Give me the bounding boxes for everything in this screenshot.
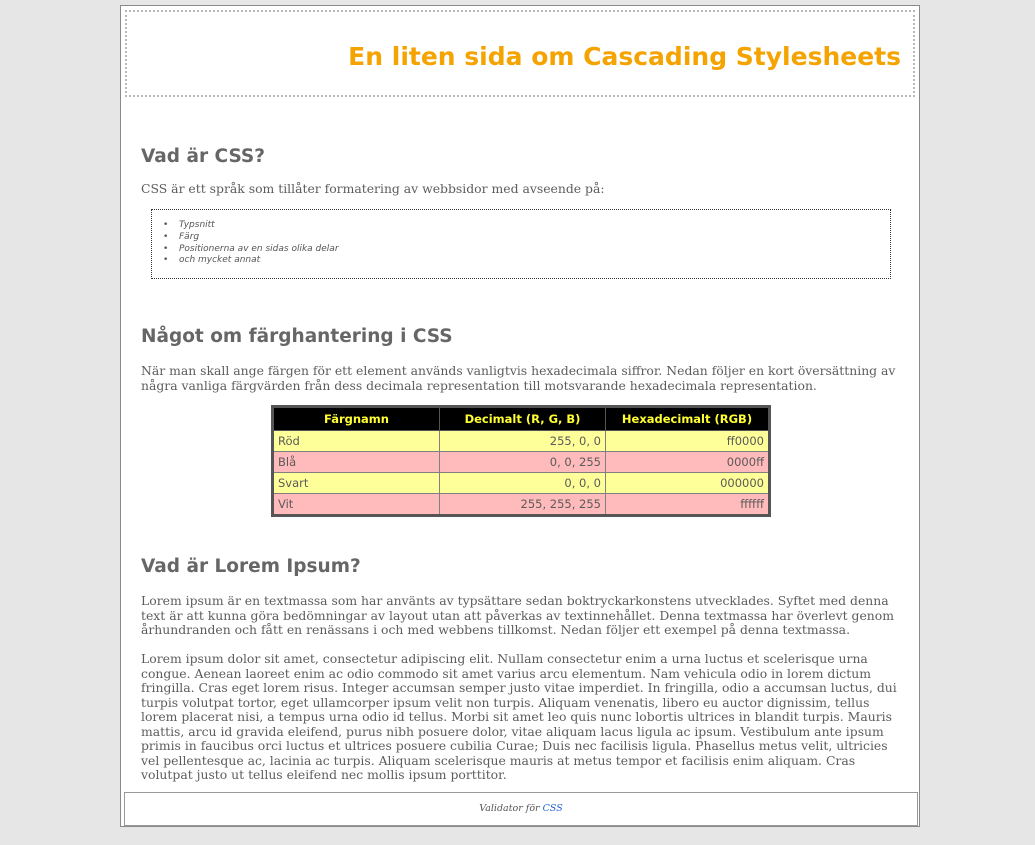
table-cell: Röd: [273, 431, 440, 452]
table-cell: 0, 0, 255: [440, 452, 606, 473]
table-cell: 0, 0, 0: [440, 473, 606, 494]
section-intro-css: CSS är ett språk som tillåter formatering av webbsidor med avseende på:: [141, 181, 605, 196]
list-item: • Färg: [163, 231, 200, 242]
page-container: [120, 5, 920, 827]
table-cell: Svart: [273, 473, 440, 494]
site-title: En liten sida om Cascading Stylesheets: [348, 42, 901, 71]
section-intro-colors: När man skall ange färgen för ett element används vanligtvis hexadecimala siffror. Nedan följer en kort översättning av några vanliga färgvärden från dess decimala representation till motsvarande hexadecimala representation.: [141, 363, 896, 393]
section-heading-colors: Något om färghantering i CSS: [141, 326, 453, 347]
table-cell: 0000ff: [606, 452, 770, 473]
css-validator-link[interactable]: CSS: [542, 803, 563, 814]
column-header: Färgnamn: [273, 407, 440, 431]
feature-list: [162, 220, 339, 267]
section-heading-lorem: Vad är Lorem Ipsum?: [141, 556, 361, 577]
table-row: [273, 473, 770, 494]
list-item: • Positionerna av en sidas olika delar: [163, 243, 339, 254]
table-row: [273, 494, 770, 516]
list-item: • Typsnitt: [163, 220, 215, 230]
table-cell: 000000: [606, 473, 770, 494]
table-row: [273, 431, 770, 452]
column-header: Hexadecimalt (RGB): [606, 407, 770, 431]
table-cell: 255, 0, 0: [440, 431, 606, 452]
table-cell: ffffff: [606, 494, 770, 516]
page-header: [125, 10, 915, 97]
table-header-row: [273, 407, 770, 431]
column-header: Decimalt (R, G, B): [440, 407, 606, 431]
table-cell: Blå: [273, 452, 440, 473]
lorem-paragraph-1: Lorem ipsum är en textmassa som har använts av typsättare sedan boktryckarkonstens utvecklades. Syftet med denna text är att kunna göra bedömningar av layout utan att påverkas av textinnehållet. Denna textmassa har överlevt genom århundranden och fått en renässans i och med webbens tillkomst. Nedan följer ett exempel på denna textmassa.: [141, 593, 894, 637]
lorem-paragraph-2: Lorem ipsum dolor sit amet, consectetur adipiscing elit. Nullam consectetur enim a urna luctus et scelerisque urna congue. Aenean laoreet enim ac odio commodo sit amet varius arcu elementum. Nam vehicula odio in lorem dictum fringilla. Cras eget lorem risus. Integer accumsan semper justo vitae imperdiet. In fringilla, odio a accumsan luctus, dui turpis volutpat tortor, eget ullamcorper ipsum velit non turpis. Aliquam venenatis, libero eu auctor dignissim, tellus lorem placerat nisi, a tempus urna odio id tellus. Morbi sit amet leo quis nunc lobortis ultrices in blandit turpis. Mauris mattis, arcu id gravida eleifend, purus nibh posuere dolor, vitae aliquam lacus ligula ac ipsum. Vestibulum ante ipsum primis in faucibus orci luctus et ultrices posuere cubilia Curae; Duis nec facilisis ligula. Phasellus metus velit, ultricies vel pellentesque ac, lacinia ac turpis. Aliquam scelerisque mauris at metus tempor et facilisis enim aliquam. Cras volutpat justo ut tellus eleifend nec mollis ipsum porttitor.: [141, 651, 897, 782]
table-row: [273, 452, 770, 473]
table-cell: Vit: [273, 494, 440, 516]
page-footer: [124, 792, 918, 826]
table-cell: ff0000: [606, 431, 770, 452]
section-heading-css: Vad är CSS?: [141, 146, 265, 167]
feature-list-box: [151, 209, 891, 279]
list-item: • och mycket annat: [163, 255, 261, 266]
color-table: [271, 405, 771, 517]
footer-text: Validator för: [479, 803, 540, 814]
table-cell: 255, 255, 255: [440, 494, 606, 516]
